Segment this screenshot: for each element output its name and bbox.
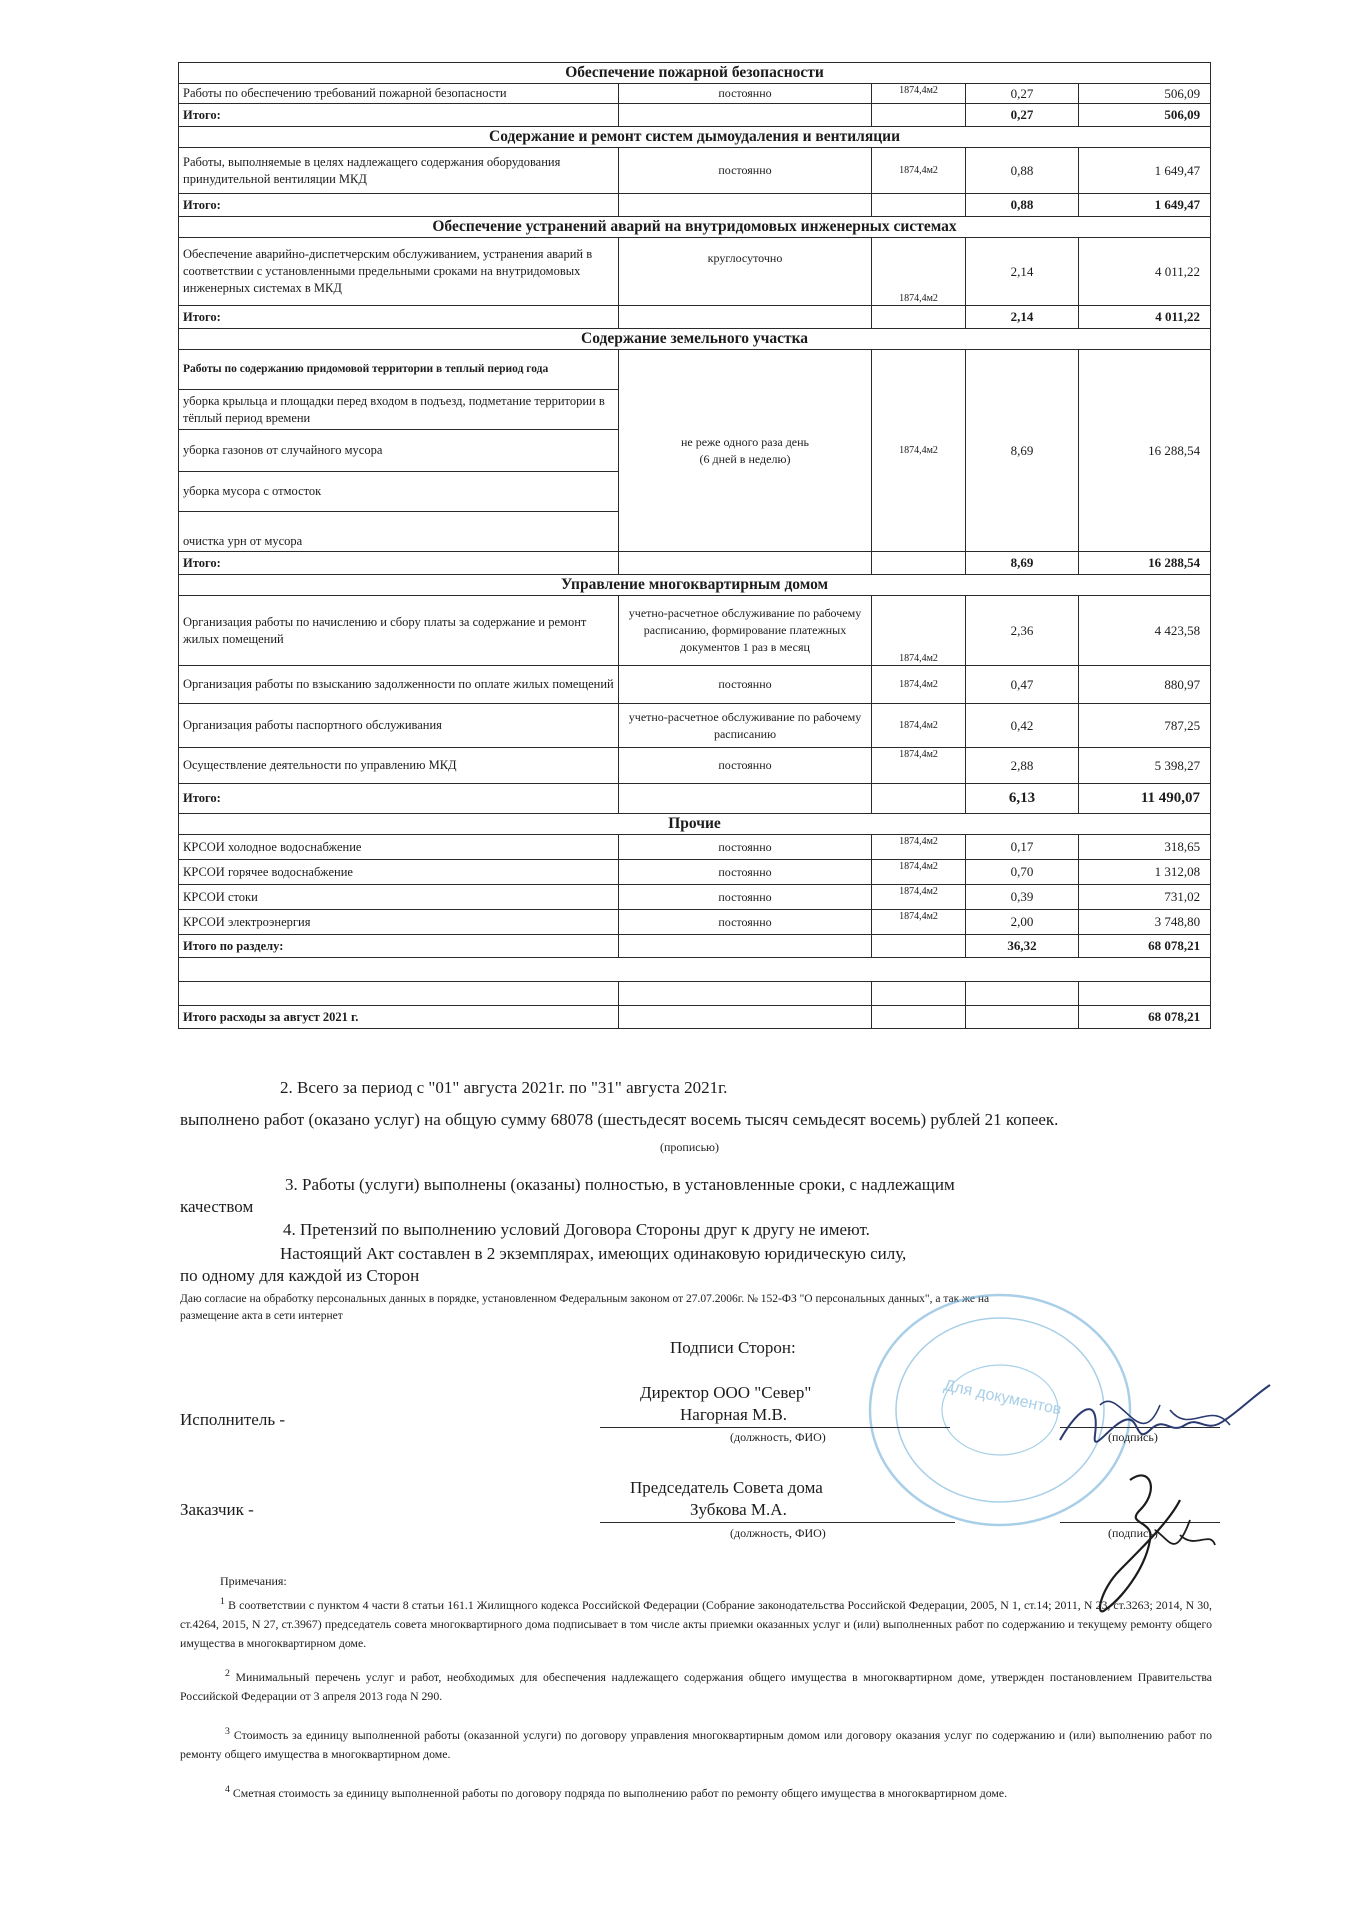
work-name: Обеспечение аварийно-диспетчерским обслуживанием, устранения аварий в соответствии с установленными предельными сроками на внутридомовых инженерных системах в МКД (179, 238, 619, 306)
consent-line-2: размещение акта в сети интернет (180, 1310, 343, 1322)
total-sum: 68 078,21 (1079, 935, 1211, 958)
work-rate: 0,70 (966, 860, 1079, 885)
table-row (179, 835, 1211, 860)
table-row (179, 860, 1211, 885)
work-sum: 16 288,54 (1079, 350, 1211, 552)
total-rate: 0,27 (966, 104, 1079, 127)
work-area: 1874,4м2 (872, 596, 966, 666)
work-sum: 1 649,47 (1079, 148, 1211, 194)
total-sum: 506,09 (1079, 104, 1211, 127)
total-sum: 4 011,22 (1079, 306, 1211, 329)
work-area: 1874,4м2 (872, 666, 966, 704)
note-1-text: В соответствии с пунктом 4 части 8 статьи 161.1 Жилищного кодекса Российской Федерации (Собрание законодательства Российской Федерации, 2005, N 1, ст.14; 2011, N 23, ст.3263; 2014, N 30, ст.4264, 2015, N 27, ст.3967) председатель совета многоквартирного дома подписывает в том числе акты приемки оказанных услуг и (или) выполненных работ по содержанию и текущему ремонту общего имущества в многоквартирном доме. (180, 1597, 1212, 1650)
work-rate: 2,00 (966, 910, 1079, 935)
work-period (619, 350, 872, 552)
table-row (179, 84, 1211, 104)
table-row (179, 238, 1211, 306)
work-period: постоянно (619, 885, 872, 910)
executor-signature (1040, 1365, 1280, 1475)
total-label: Итого: (179, 784, 619, 814)
work-area: 1874,4м2 (872, 835, 966, 860)
work-name: Работы, выполняемые в целях надлежащего содержания оборудования принудительной вентиляции МКД (179, 148, 619, 194)
work-sum: 731,02 (1079, 885, 1211, 910)
note-2 (180, 1664, 1212, 1706)
work-sum: 4 423,58 (1079, 596, 1211, 666)
customer-caption: (должность, ФИО) (730, 1526, 826, 1540)
section-header: Содержание земельного участка (179, 329, 1211, 350)
work-period: постоянно (619, 748, 872, 784)
empty-row (179, 982, 1211, 1006)
total-rate: 6,13 (966, 784, 1079, 814)
executor-line (600, 1427, 950, 1428)
para-quality: 3. Работы (услуги) выполнены (оказаны) полностью, в установленные сроки, с надлежащим (285, 1175, 955, 1194)
table-row (179, 148, 1211, 194)
work-area: 1874,4м2 (872, 350, 966, 552)
customer-label: Заказчик - (180, 1500, 254, 1519)
work-rate: 0,88 (966, 148, 1079, 194)
total-sum: 1 649,47 (1079, 194, 1211, 217)
work-rate: 0,39 (966, 885, 1079, 910)
executor-name: Нагорная М.В. (680, 1405, 788, 1424)
work-rate: 0,42 (966, 704, 1079, 748)
work-area: 1874,4м2 (872, 885, 966, 910)
work-name: Организация работы по взысканию задолженности по оплате жилых помещений (179, 666, 619, 704)
work-area: 1874,4м2 (872, 910, 966, 935)
note-2-text: Минимальный перечень услуг и работ, необходимых для обеспечения надлежащего содержания общего имущества в многоквартирном доме, утвержден постановлением Правительства Российской Федерации от 3 апреля 2013 года N 290. (180, 1669, 1212, 1703)
total-row (179, 194, 1211, 217)
total-label: Итого: (179, 552, 619, 575)
note-4-text: Сметная стоимость за единицу выполненной работы по договору подряда по выполнению работ по ремонту общего имущества в многоквартирном доме. (232, 1785, 1008, 1800)
table-row (179, 596, 1211, 666)
total-rate: 36,32 (966, 935, 1079, 958)
para-quality-cont: качеством (180, 1197, 254, 1216)
table-row (179, 666, 1211, 704)
work-rate: 0,17 (966, 835, 1079, 860)
executor-caption: (должность, ФИО) (730, 1430, 826, 1444)
work-sum: 787,25 (1079, 704, 1211, 748)
work-rate: 2,36 (966, 596, 1079, 666)
work-item: уборка мусора с отмосток (179, 472, 619, 512)
notes-title: Примечания: (220, 1574, 287, 1588)
consent-line-1: Даю согласие на обработку персональных данных в порядке, установленном Федеральным законом от 27.07.2006г. № 152-ФЗ "О персональных данных", а так же на (180, 1293, 990, 1305)
grand-total-label: Итого расходы за август 2021 г. (179, 1006, 619, 1029)
work-rate: 0,47 (966, 666, 1079, 704)
total-rate: 2,14 (966, 306, 1079, 329)
section-header: Обеспечение пожарной безопасности (179, 63, 1211, 84)
total-label: Итого: (179, 104, 619, 127)
total-sum: 11 490,07 (1079, 784, 1211, 814)
work-period: круглосуточно (619, 238, 872, 306)
section-total-row (179, 935, 1211, 958)
executor-label: Исполнитель - (180, 1410, 285, 1429)
work-period: постоянно (619, 910, 872, 935)
work-area: 1874,4м2 (872, 860, 966, 885)
work-rate: 8,69 (966, 350, 1079, 552)
work-area: 1874,4м2 (872, 84, 966, 104)
work-name: Организация работы по начислению и сбору платы за содержание и ремонт жилых помещений (179, 596, 619, 666)
para-copies: Настоящий Акт составлен в 2 экземплярах, имеющих одинаковую юридическую силу, (280, 1244, 907, 1263)
note-3 (180, 1722, 1212, 1764)
work-period: постоянно (619, 148, 872, 194)
stamp-text: Для документов (942, 1377, 1063, 1419)
work-sum: 5 398,27 (1079, 748, 1211, 784)
work-period: учетно-расчетное обслуживание по рабочему расписанию (619, 704, 872, 748)
total-label: Итого: (179, 306, 619, 329)
total-row (179, 306, 1211, 329)
table-row (179, 748, 1211, 784)
work-sum: 506,09 (1079, 84, 1211, 104)
work-item: уборка крыльца и площадки перед входом в подъезд, подметание территории в тёплый период времени (179, 390, 619, 430)
executor-sign-caption: (подпись) (1108, 1430, 1158, 1444)
para-no-claims: 4. Претензий по выполнению условий Договора Стороны друг к другу не имеют. (283, 1220, 870, 1239)
work-item: очистка урн от мусора (179, 512, 619, 552)
work-area: 1874,4м2 (872, 704, 966, 748)
section-header: Содержание и ремонт систем дымоудаления и вентиляции (179, 127, 1211, 148)
period-line-1: не реже одного раза день (680, 434, 810, 449)
work-period: постоянно (619, 84, 872, 104)
empty-row (179, 958, 1211, 982)
customer-name: Зубкова М.А. (690, 1500, 787, 1519)
total-row (179, 552, 1211, 575)
table-row (179, 885, 1211, 910)
section-header: Обеспечение устранений аварий на внутридомовых инженерных системах (179, 217, 1211, 238)
grand-total-row (179, 1006, 1211, 1029)
work-area: 1874,4м2 (872, 748, 966, 784)
total-row (179, 784, 1211, 814)
work-area: 1874,4м2 (872, 148, 966, 194)
work-rate: 0,27 (966, 84, 1079, 104)
signatures-title: Подписи Сторон: (670, 1338, 796, 1357)
work-name: КРСОИ горячее водоснабжение (179, 860, 619, 885)
period-line-2: (6 дней в неделю) (699, 451, 791, 466)
note-3-text: Стоимость за единицу выполненной работы (оказанной услуги) по договору управления многоквартирным домом или договору оказания услуг по содержанию и (или) выполнению работ по ремонту общего имущества в многоквартирном доме. (180, 1727, 1212, 1761)
work-sum: 318,65 (1079, 835, 1211, 860)
work-rate: 2,88 (966, 748, 1079, 784)
work-period: постоянно (619, 860, 872, 885)
customer-position: Председатель Совета дома (630, 1478, 823, 1497)
work-item: уборка газонов от случайного мусора (179, 430, 619, 472)
note-2-mark: 2 (225, 1668, 230, 1679)
note-1-mark: 1 (220, 1596, 225, 1607)
para-copies-cont: по одному для каждой из Сторон (180, 1266, 420, 1285)
para-total-sum: выполнено работ (оказано услуг) на общую сумму 68078 (шестьдесят восемь тысяч семьдесят восемь) рублей 21 копеек. (180, 1110, 1059, 1129)
total-sum: 16 288,54 (1079, 552, 1211, 575)
para-period: 2. Всего за период с "01" августа 2021г. по "31" августа 2021г. (280, 1078, 728, 1097)
note-4-mark: 4 (225, 1784, 230, 1795)
total-label: Итого по разделу: (179, 935, 619, 958)
work-period: учетно-расчетное обслуживание по рабочему расписанию, формирование платежных документов 1 раз в месяц (619, 596, 872, 666)
work-period: постоянно (619, 835, 872, 860)
work-name: Работы по обеспечению требований пожарной безопасности (179, 84, 619, 104)
note-4 (180, 1780, 1212, 1803)
work-name: Осуществление деятельности по управлению МКД (179, 748, 619, 784)
table-row (179, 910, 1211, 935)
work-sum: 3 748,80 (1079, 910, 1211, 935)
section-header: Управление многоквартирным домом (179, 575, 1211, 596)
work-rate: 2,14 (966, 238, 1079, 306)
total-row (179, 104, 1211, 127)
work-name: КРСОИ холодное водоснабжение (179, 835, 619, 860)
group-header: Работы по содержанию придомовой территории в теплый период года (179, 350, 619, 390)
work-period: постоянно (619, 666, 872, 704)
work-sum: 4 011,22 (1079, 238, 1211, 306)
note-3-mark: 3 (225, 1726, 230, 1737)
section-header: Прочие (179, 814, 1211, 835)
total-rate: 8,69 (966, 552, 1079, 575)
services-table (178, 62, 1211, 1029)
work-name: Организация работы паспортного обслуживания (179, 704, 619, 748)
executor-position: Директор ООО "Север" (640, 1383, 812, 1402)
work-area: 1874,4м2 (872, 238, 966, 306)
total-label: Итого: (179, 194, 619, 217)
propisyu-caption: (прописью) (660, 1140, 720, 1154)
table-row (179, 704, 1211, 748)
grand-total-sum: 68 078,21 (1079, 1006, 1211, 1029)
table-row (179, 350, 1211, 390)
customer-line (600, 1522, 955, 1523)
work-sum: 880,97 (1079, 666, 1211, 704)
work-sum: 1 312,08 (1079, 860, 1211, 885)
work-name: КРСОИ стоки (179, 885, 619, 910)
total-rate: 0,88 (966, 194, 1079, 217)
note-1 (180, 1592, 1212, 1653)
customer-sign-caption: (подпись) (1108, 1526, 1158, 1540)
work-name: КРСОИ электроэнергия (179, 910, 619, 935)
